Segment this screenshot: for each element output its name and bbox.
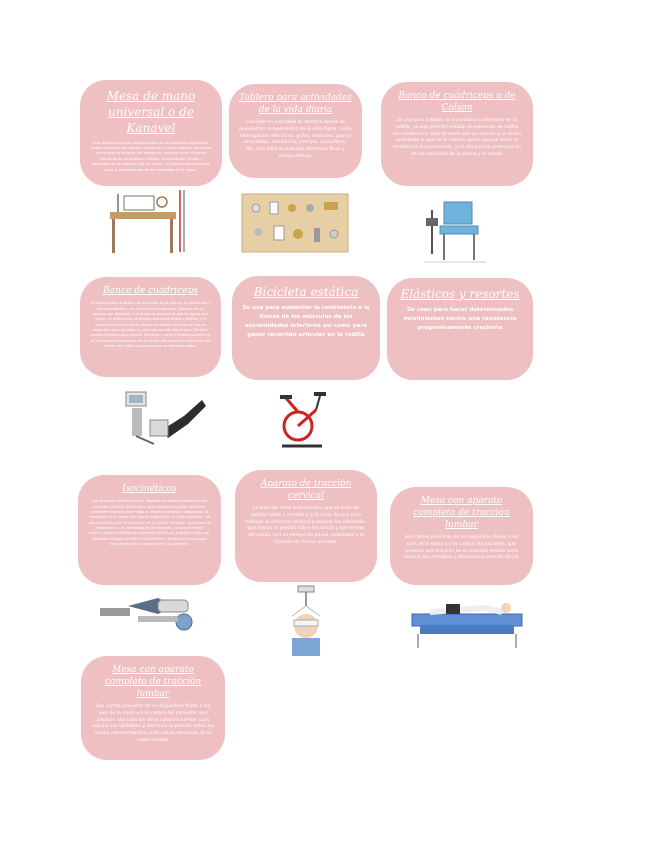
stationary-bike-image xyxy=(276,388,340,452)
card-title: Bicicleta estática xyxy=(253,285,359,299)
avd-board-image xyxy=(240,192,350,254)
rehab-device-image xyxy=(98,588,210,634)
card-traccion-lumbar xyxy=(390,487,533,585)
card-title: Banco de cuádriceps xyxy=(103,286,198,296)
card-text: Los aparatos isocinéticos son dispositivos electromecánicos que permiten realizar ejercicios a una velocidad angular constante predeterminada durante todo el recorrido articular, adaptando la resistencia a la fuerza que aplica el paciente en cada momento. Se utilizan tanto para la valoración de la fuerza muscular como para el tratamiento y la rehabilitación de lesiones, ya que permiten obtener datos objetivos de momento de fuerza, trabajo y potencia. Permiten trabajar de forma concéntrica y excéntrica con mayor seguridad para la articulación y el paciente. xyxy=(88,499,211,547)
card-text: Está diseñada para la rehabilitación de los miembros superiores. Posee una mesa de madera, donde por la parte superior tiene una forma para la sujeción del antebrazo, también tiene forma de prensa tanto de muñeca y dedos, manipulación, flexión y extensión de la muñeca y de los dedos; su posición está prevista para la rehabilitación de los miembros de la mano. xyxy=(91,140,211,172)
card-title: Mesa con aparato completo de tracción lumbar xyxy=(413,496,510,531)
card-title: Elásticos y resortes xyxy=(400,287,520,301)
card-text: Se emplea para trabajar los músculos de la pierna, el cuádriceps y los isquiotibiales, con resistencia progresiva. Dispone de un asiento con respaldo y un brazo de palanca al que se aplica una carga. La resistencia se gradúa mediante pesas o discos, y el movimiento se realiza de forma controlada para ganar fuerza muscular tras una lesión o una intervención quirúrgica. También puede utilizarse para valorar la fuerza y para el trabajo isométrico en distintas angulaciones de la rodilla, así como para ejercicios de flexión de rodilla con la persona en decúbito prono. xyxy=(90,301,211,349)
card-banco-colson xyxy=(381,82,533,186)
lumbar-traction-table-image xyxy=(406,594,528,650)
card-text: Se usa para trabajar la musculatura extensora de la rodilla, ya que permite realizar la extensión de rodilla con resistencia. Está formado por un asiento y un brazo articulado al que se le colocan pesos para graduar la resistencia al movimiento, y es útil para la potenciación de los músculos de la pierna y el muslo. xyxy=(392,118,522,157)
card-title: Mesa de mano universal o de Kanavel xyxy=(106,89,196,136)
card-title: Tablero para actividades de la vida diaria xyxy=(239,93,352,116)
card-bicicleta xyxy=(232,276,380,380)
kanavel-table-image xyxy=(104,186,190,256)
card-title: Banco de cuádriceps o de Colson xyxy=(398,91,516,114)
card-mesa-kanavel xyxy=(80,80,222,186)
card-text: Son camas provistas de un dispositivo fijado a los pies de la mesa y a la cadera del paciente, que produce una tracción de la columna lumbar para separar las vértebras y disminuir la presión discal. xyxy=(403,535,520,561)
cervical-traction-image xyxy=(282,584,330,656)
isokinetic-machine-image xyxy=(122,386,210,448)
quadriceps-bench-image xyxy=(420,194,492,266)
card-title: Isocinéticos xyxy=(122,484,177,494)
card-banco-cuadriceps xyxy=(80,277,221,377)
card-text: Son camas provistas de un dispositivo fijado a los pies de la mesa y a la cadera del paciente, que produce una tracción de la columna lumbar para separar las vértebras y disminuir la presión sobre los discos intervertebrales y las raíces nerviosas de la región lumbar. xyxy=(91,704,215,743)
card-text: Se usa para aumentar la resistencia a la fuerza de los músculos de las extremidades inferiores así como para ganar recorrido articular en la rodilla xyxy=(242,305,370,338)
card-title: Aparato de tracción cervical xyxy=(260,479,352,502)
card-isocineticos xyxy=(78,475,221,585)
card-tablero-avd xyxy=(229,84,362,178)
card-traccion-lumbar-2 xyxy=(81,656,225,760)
card-text: Se usan para hacer determinados movimientos contra una resistencia progresivamente creciente xyxy=(403,307,517,332)
card-traccion-cervical xyxy=(235,470,377,582)
card-title: Mesa con aparato completo de tracción lumbar xyxy=(104,665,202,700)
card-text: La tracción tiene tratamientos que se trata de sujetar todas a mentón y a la nuca. Se usa para trabajar la columna cervical y separar las vértebras, que alivian la presión sobre los discos y los nervios del cuello, con un tiempo de pausa controlado y la tracción de fuerza variable. xyxy=(245,506,367,545)
card-text: Consiste en una tabla de madera donde se encuentran componentes de la vida diaria, como interruptores eléctricos, grifos, enchufes, pomos de puertas, cerraduras, cerrojos, pulsadores, etc. Con ellos se trabajan destrezas finas y manipulativas. xyxy=(239,120,352,159)
card-elasticos xyxy=(387,278,533,380)
